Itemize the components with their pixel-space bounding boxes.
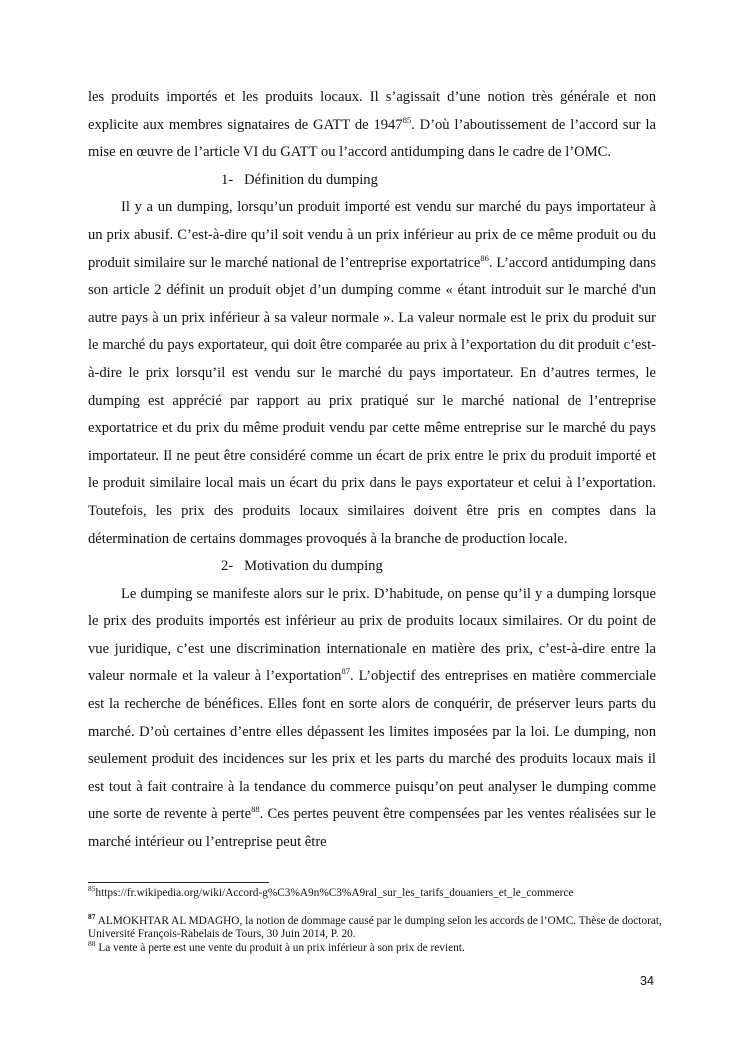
footnote-ref-85: 85 — [402, 114, 412, 125]
footnote-ref-86: 86 — [480, 252, 489, 263]
paragraph-text: Le dumping se manifeste alors sur le prix. D’habitude, on pense qu’il y a dumping lorsque le prix des produits importés est inférieur au prix de produits locaux similaires. Or du point de vue juridique, c’est une discrimination internationale en matière des prix, c’est-à-dire entre la valeur normale et la valeur à l’exportation — [88, 585, 656, 685]
paragraph-text: les produits importés et les produits locaux. Il s’agissait d’une notion très générale et non explicite aux membres signataires de GATT de 1947 — [88, 89, 656, 133]
paragraph-text: Il y a un dumping, lorsqu’un produit importé est vendu sur marché du pays importateur à un prix abusif. C’est-à-dire qu’il soit vendu à un prix inférieur au prix de ce même produit ou du produit similaire sur le marché national de l’entreprise exportatrice — [88, 199, 656, 271]
body-text — [88, 84, 656, 857]
paragraph-text: . L’accord antidumping dans son article 2 définit un produit objet d’un dumping comme « étant introduit sur le marché d'un autre pays à un prix inférieur à sa valeur normale ». La valeur normale est le prix du produit sur le marché du pays exportateur, qui doit être comparée au prix à l’exportation du dit produit c’est-à-dire le prix lorsqu’il est vendu sur le marché du pays importateur. En d’autres termes, le dumping est apprécié par rapport au prix pratiqué sur le marché national de l’entreprise exportatrice et du prix du même produit vendu par cette même entreprise sur le marché du pays importateur. Il ne peut être considéré comme un écart de prix entre le prix du produit importé et le produit similaire local mais un écart du prix dans le pays exportateur et celui à l’exportation. Toutefois, les prix des produits locaux similaires doivent être pris en comptes dans la détermination de certains dommages provoqués à la branche de production locale. — [88, 254, 656, 547]
paragraph-text: . D’où l’aboutissement de l’accord sur la mise en œuvre de l’article VI du GATT ou l’accord antidumping dans le cadre de l’OMC. — [88, 116, 656, 161]
footnote-number: 87 — [88, 911, 96, 921]
footnote-separator — [88, 882, 269, 883]
section-heading-motivation: 2- Motivation du dumping — [221, 558, 383, 575]
paragraph-text: . L’objectif des entreprises en matière commerciale est la recherche de bénéfices. Elles font en sorte alors de conquérir, de préserver leurs parts du marché. D’où certaines d’entre elles dépassent les limites imposées par la loi. Le dumping, non seulement produit des incidences sur les prix et les parts du marché des produits locaux mais il est tout à fait contraire à la tendance du commerce puisqu’on peut analyser le dumping comme une sorte de revente à perte — [88, 668, 656, 823]
footnote-number: 88 — [88, 939, 96, 949]
footnote-text: ALMOKHTAR AL MDAGHO, la notion de dommage causé par le dumping selon les accords de l’OMC. Thèse de doctorat, Université François-Rabelais de Tours, 30 Juin 2014, P. 20. — [88, 914, 662, 941]
footnote-ref-87: 87 — [341, 666, 350, 677]
footnote-85 — [88, 884, 668, 901]
footnote-87 — [88, 911, 668, 942]
paragraph-text: . Ces pertes peuvent être compensées par les ventes réalisées sur le marché intérieur ou l’entreprise peut être — [88, 806, 657, 851]
footnote-text: La vente à perte est une vente du produit à un prix inférieur à son prix de revient. — [95, 941, 465, 954]
footnote-number: 85 — [88, 884, 96, 894]
section-heading-definition: 1- Définition du dumping — [221, 171, 378, 188]
page-number: 34 — [640, 974, 654, 988]
footnote-text[interactable]: https://fr.wikipedia.org/wiki/Accord-g%C3%A9n%C3%A9ral_sur_les_tarifs_douaniers_et_le_commerce — [95, 887, 574, 899]
footnote-ref-88: 88 — [251, 804, 260, 815]
paragraph-continuation — [88, 84, 656, 167]
paragraph-definition — [88, 194, 656, 553]
footnotes — [88, 884, 668, 955]
paragraph-motivation — [88, 581, 656, 857]
footnote-88 — [88, 939, 668, 956]
